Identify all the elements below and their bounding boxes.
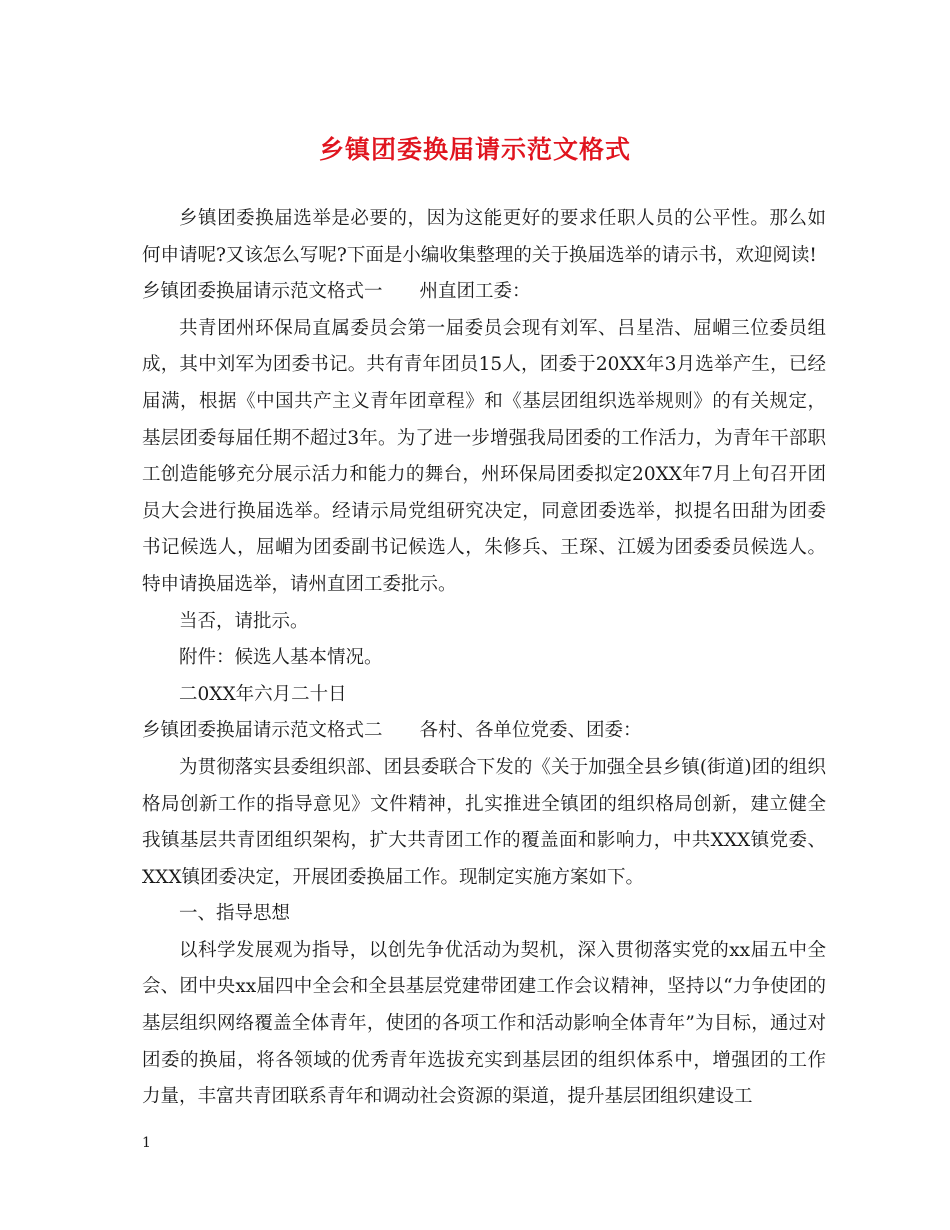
section-heading-sample-one: 乡镇团委换届请示范文格式一 州直团工委： <box>142 281 531 303</box>
body-paragraph: 为贯彻落实县委组织部、团县委联合下发的《关于加强全县乡镇(街道)团的组织格局创新工作的指导意见》文件精神，扎实推进全镇团的组织格局创新，建立健全我镇基层共青团组织架构，扩大共青团工作的覆盖面和影响力，中共XXX镇党委、XXX镇团委决定，开展团委换届工作。现制定实施方案如下。 <box>142 756 826 888</box>
attachment-line: 附件：候选人基本情况。 <box>179 647 383 669</box>
document-body <box>142 201 826 1116</box>
request-line: 当否，请批示。 <box>179 610 309 632</box>
page-number: 1 <box>142 1135 151 1151</box>
document-title: 乡镇团委换届请示范文格式 <box>318 135 631 164</box>
intro-paragraph: 乡镇团委换届选举是必要的，因为这能更好的要求任职人员的公平性。那么如何申请呢?又该怎么写呢?下面是小编收集整理的关于换届选举的请示书，欢迎阅读! <box>142 208 826 266</box>
body-paragraph: 以科学发展观为指导，以创先争优活动为契机，深入贯彻落实党的xx届五中全会、团中央xx届四中全会和全县基层党建带团建工作会议精神，坚持以“力争使团的基层组织网络覆盖全体青年，使团的各项工作和活动影响全体青年”为目标，通过对团委的换届，将各领域的优秀青年选拔充实到基层团的组织体系中，增强团的工作力量，丰富共青团联系青年和调动社会资源的渠道，提升基层团组织建设工 <box>142 939 826 1108</box>
date-line: 二0XX年六月二十日 <box>179 683 347 705</box>
body-paragraph: 共青团州环保局直属委员会第一届委员会现有刘军、吕星浩、屈嵋三位委员组成，其中刘军为团委书记。共有青年团员15人，团委于20XX年3月选举产生，已经届满，根据《中国共产主义青年团章程》和《基层团组织选举规则》的有关规定，基层团委每届任期不超过3年。为了进一步增强我局团委的工作活力，为青年干部职工创造能够充分展示活力和能力的舞台，州环保局团委拟定20XX年7月上旬召开团员大会进行换届选举。经请示局党组研究决定，同意团委选举，拟提名田甜为团委书记候选人，屈嵋为团委副书记候选人，朱修兵、王琛、江媛为团委委员候选人。特申请换届选举，请州直团工委批示。 <box>142 317 826 595</box>
section-heading-sample-two: 乡镇团委换届请示范文格式二 各村、各单位党委、团委： <box>142 720 642 742</box>
subheading-guiding-ideology: 一、指导思想 <box>179 903 291 925</box>
